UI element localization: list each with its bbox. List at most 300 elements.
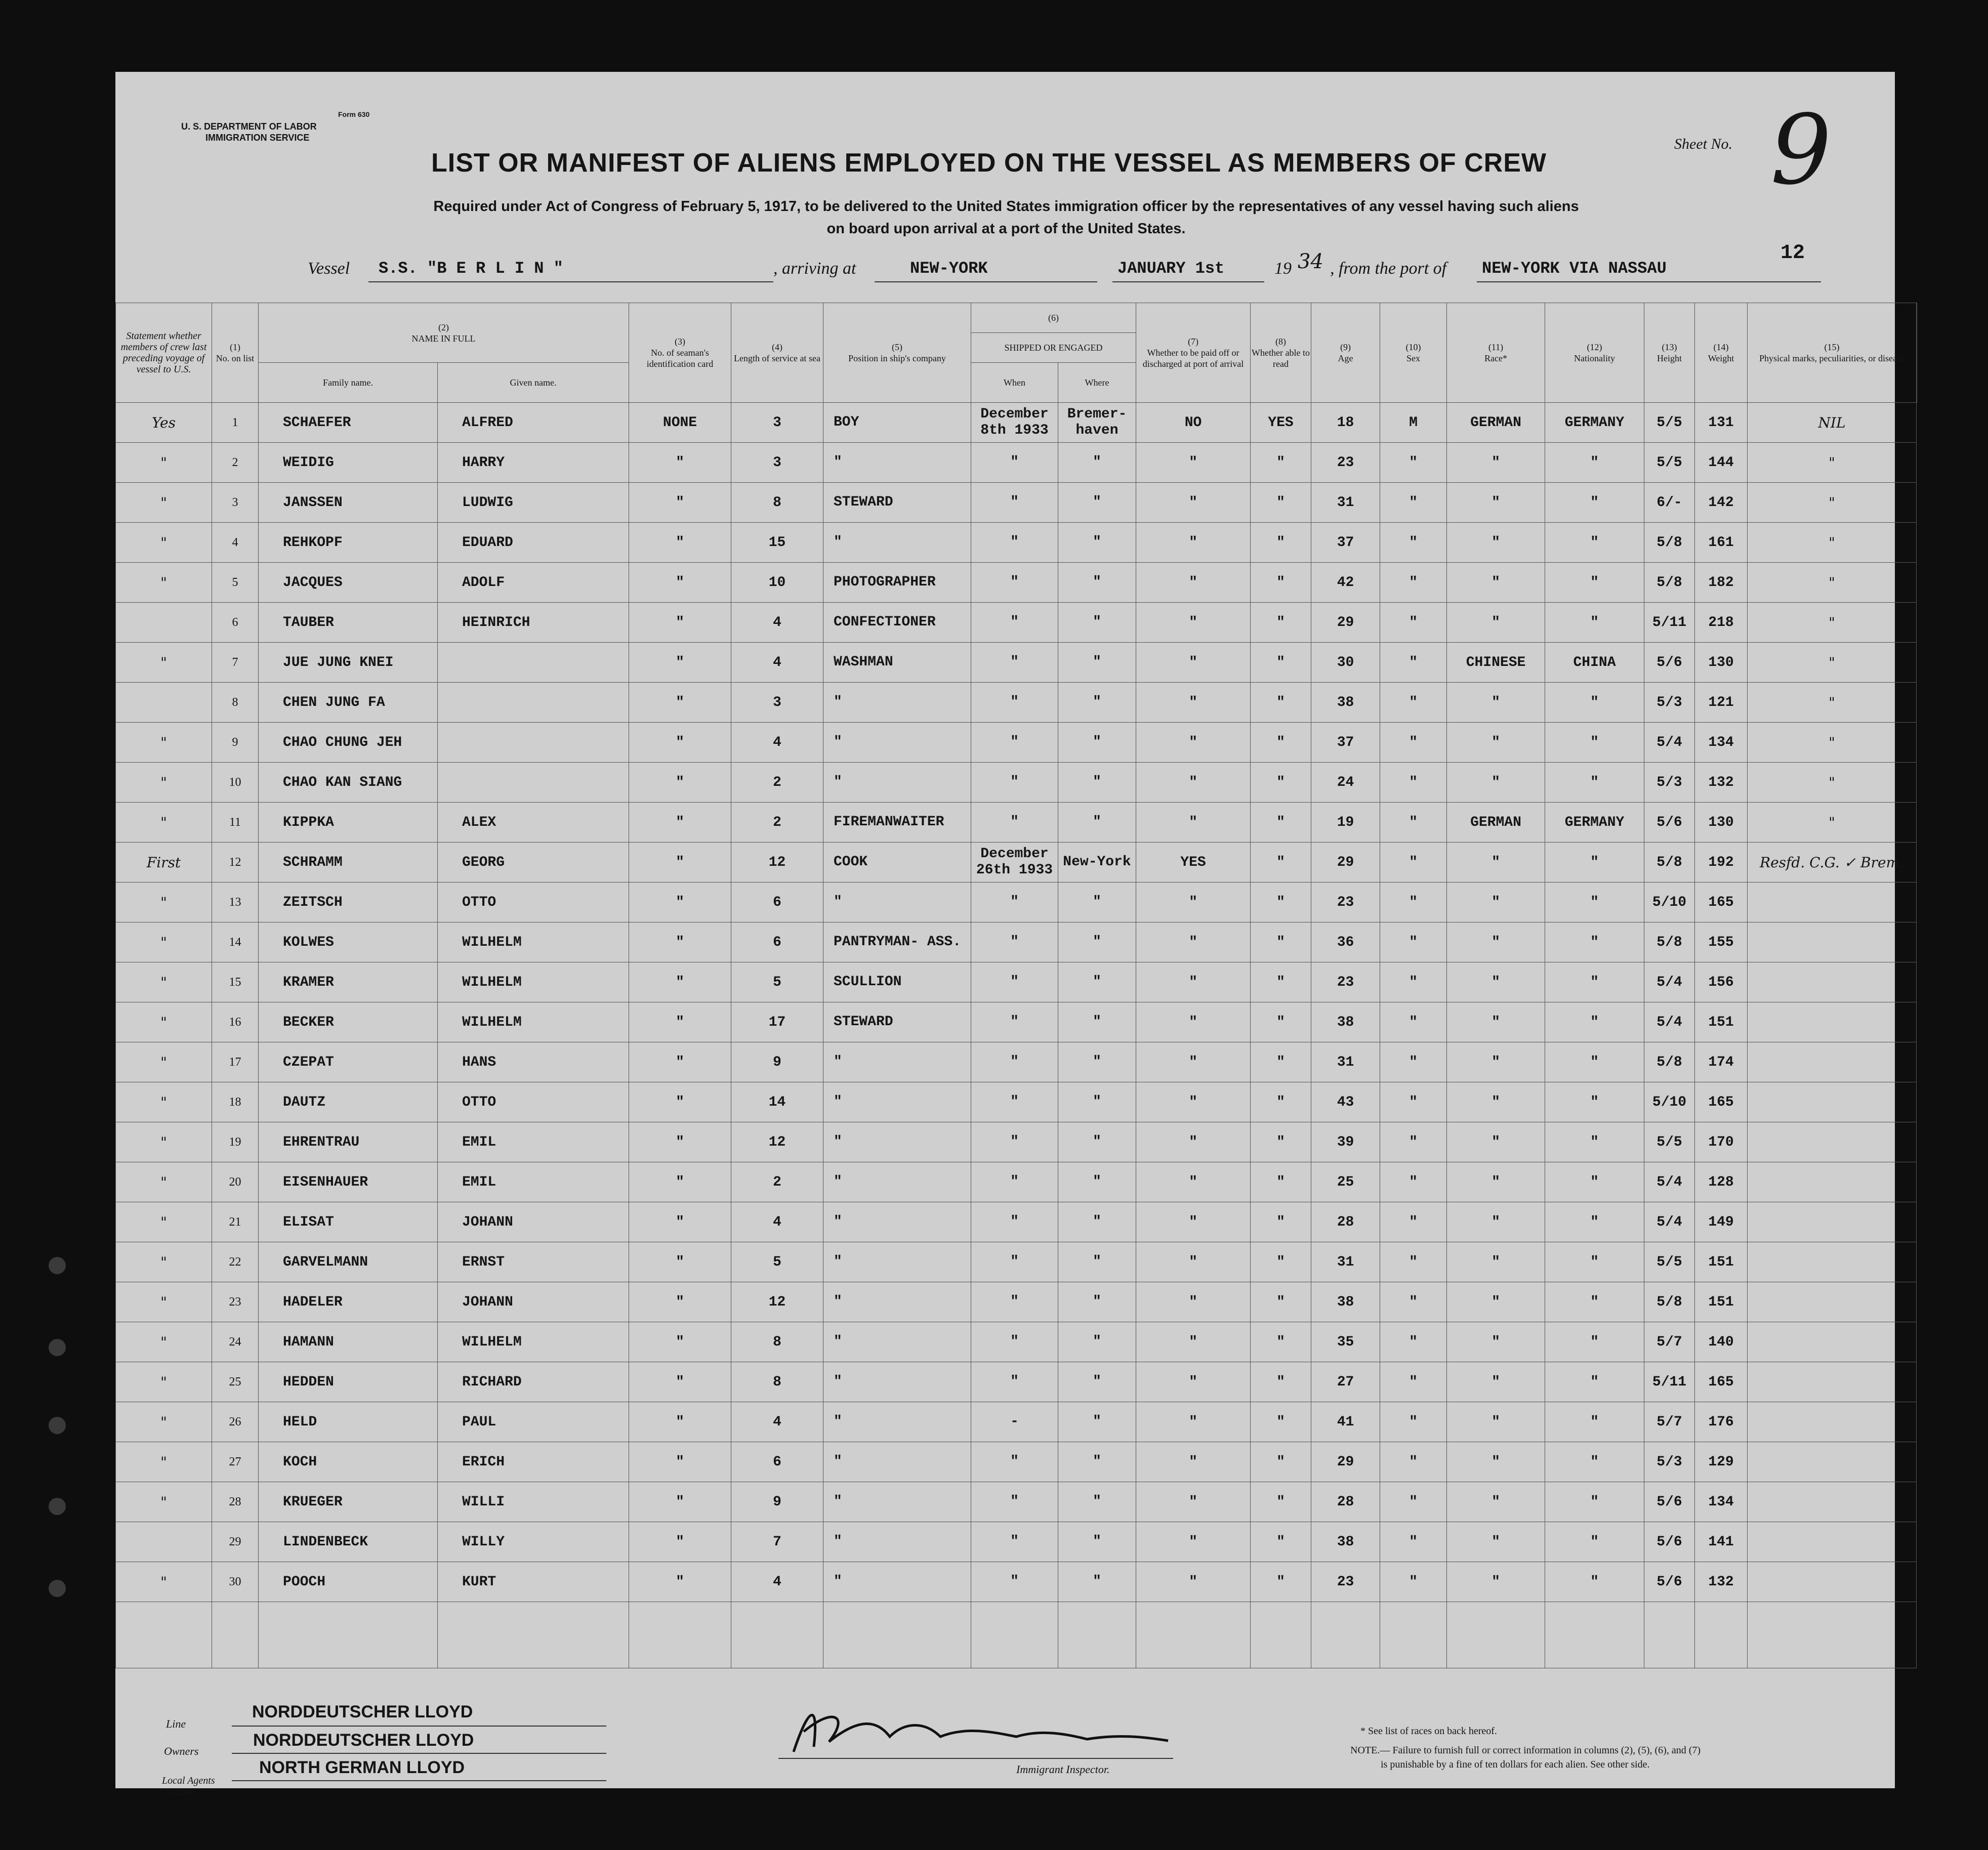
table-row bbox=[116, 1082, 1917, 1122]
binder-hole bbox=[49, 1257, 66, 1274]
header-paid-off: (7) Whether to be paid off or discharged at port of arrival bbox=[1136, 303, 1251, 403]
cell-sex: " bbox=[1380, 683, 1447, 723]
cell-no: 13 bbox=[212, 882, 259, 922]
cell-marks bbox=[1748, 1042, 1917, 1082]
penalty-note-2: is punishable by a fine of ten dollars for each alien. See other side. bbox=[1381, 1759, 1650, 1770]
cell-marks bbox=[1748, 1202, 1917, 1242]
cell-family: HADELER bbox=[259, 1282, 438, 1322]
cell-race: " bbox=[1447, 763, 1545, 803]
cell-service: 5 bbox=[731, 1242, 823, 1282]
cell-sex: " bbox=[1380, 1202, 1447, 1242]
vessel-underline bbox=[368, 281, 773, 282]
cell-age: 39 bbox=[1311, 1122, 1380, 1162]
cell-given bbox=[438, 723, 629, 763]
cell-where: " bbox=[1058, 683, 1136, 723]
cell-no: 11 bbox=[212, 803, 259, 843]
cell-given: EMIL bbox=[438, 1162, 629, 1202]
cell-read: " bbox=[1251, 683, 1311, 723]
cell-height: 5/10 bbox=[1644, 1082, 1695, 1122]
cell-height: 5/4 bbox=[1644, 1002, 1695, 1042]
cell-service: 5 bbox=[731, 962, 823, 1002]
cell-height: 5/8 bbox=[1644, 523, 1695, 563]
cell-age: 38 bbox=[1311, 683, 1380, 723]
cell-age: 35 bbox=[1311, 1322, 1380, 1362]
cell-when: " bbox=[971, 962, 1058, 1002]
cell-paid: " bbox=[1136, 1282, 1251, 1322]
cell-race: " bbox=[1447, 1242, 1545, 1282]
sheet-number: 9 bbox=[1770, 94, 1832, 206]
cell-sex: " bbox=[1380, 523, 1447, 563]
cell-weight: 174 bbox=[1695, 1042, 1748, 1082]
cell-given bbox=[438, 683, 629, 723]
cell-service: 14 bbox=[731, 1082, 823, 1122]
cell-age: 23 bbox=[1311, 1562, 1380, 1602]
cell-nationality: " bbox=[1545, 922, 1644, 962]
cell-weight: 151 bbox=[1695, 1282, 1748, 1322]
cell-card: " bbox=[629, 1082, 731, 1122]
cell-marks bbox=[1748, 1362, 1917, 1402]
cell-weight: 130 bbox=[1695, 803, 1748, 843]
cell-where bbox=[1058, 1602, 1136, 1668]
year-prefix: 19 bbox=[1274, 259, 1292, 278]
cell-service: 6 bbox=[731, 882, 823, 922]
table-row bbox=[116, 1002, 1917, 1042]
cell-sex: " bbox=[1380, 882, 1447, 922]
cell-family: HAMANN bbox=[259, 1322, 438, 1362]
cell-when: " bbox=[971, 603, 1058, 643]
cell-given: PAUL bbox=[438, 1402, 629, 1442]
cell-service: 12 bbox=[731, 1282, 823, 1322]
cell-no: 23 bbox=[212, 1282, 259, 1322]
cell-paid: YES bbox=[1136, 843, 1251, 882]
cell-position: " bbox=[823, 1402, 971, 1442]
cell-sex: " bbox=[1380, 1562, 1447, 1602]
cell-sex: " bbox=[1380, 723, 1447, 763]
table-row bbox=[116, 1402, 1917, 1442]
cell-service: 4 bbox=[731, 723, 823, 763]
table-row bbox=[116, 1562, 1917, 1602]
cell-nationality: " bbox=[1545, 1082, 1644, 1122]
cell-when: " bbox=[971, 1082, 1058, 1122]
cell-height: 5/3 bbox=[1644, 683, 1695, 723]
cell-when: " bbox=[971, 1482, 1058, 1522]
cell-given: JOHANN bbox=[438, 1282, 629, 1322]
cell-where: " bbox=[1058, 763, 1136, 803]
cell-age: 31 bbox=[1311, 1242, 1380, 1282]
cell-position bbox=[823, 1602, 971, 1668]
cell-family: ZEITSCH bbox=[259, 882, 438, 922]
cell-where: " bbox=[1058, 643, 1136, 683]
cell-weight: 151 bbox=[1695, 1242, 1748, 1282]
cell-no bbox=[212, 1602, 259, 1668]
cell-no: 7 bbox=[212, 643, 259, 683]
cell-card: " bbox=[629, 643, 731, 683]
header-length-service: (4) Length of service at sea bbox=[731, 303, 823, 403]
inspector-label: Immigrant Inspector. bbox=[1016, 1763, 1110, 1776]
agents-label: Local Agents bbox=[162, 1775, 215, 1786]
cell-sex: " bbox=[1380, 1162, 1447, 1202]
cell-no: 12 bbox=[212, 843, 259, 882]
cell-prev: " bbox=[116, 483, 212, 523]
cell-where: " bbox=[1058, 962, 1136, 1002]
cell-marks bbox=[1748, 1482, 1917, 1522]
arriving-label: , arriving at bbox=[773, 259, 856, 278]
cell-weight: 129 bbox=[1695, 1442, 1748, 1482]
cell-read: " bbox=[1251, 962, 1311, 1002]
cell-nationality: " bbox=[1545, 1362, 1644, 1402]
from-underline bbox=[1477, 281, 1821, 282]
binder-hole bbox=[49, 1417, 66, 1434]
cell-read: " bbox=[1251, 1482, 1311, 1522]
cell-position: " bbox=[823, 1162, 971, 1202]
cell-when: " bbox=[971, 882, 1058, 922]
cell-position: COOK bbox=[823, 843, 971, 882]
owners-underline bbox=[232, 1753, 606, 1754]
cell-prev: " bbox=[116, 1202, 212, 1242]
cell-nationality: " bbox=[1545, 1402, 1644, 1442]
cell-position: PANTRYMAN- ASS. bbox=[823, 922, 971, 962]
cell-card: " bbox=[629, 1242, 731, 1282]
cell-age: 37 bbox=[1311, 723, 1380, 763]
cell-position: " bbox=[823, 1042, 971, 1082]
header-where: Where bbox=[1058, 363, 1136, 403]
cell-prev: " bbox=[116, 1162, 212, 1202]
cell-when: December 8th 1933 bbox=[971, 403, 1058, 443]
cell-read: " bbox=[1251, 1122, 1311, 1162]
cell-when: " bbox=[971, 1002, 1058, 1042]
from-label: , from the port of bbox=[1330, 259, 1447, 278]
cell-position: " bbox=[823, 1522, 971, 1562]
header-position: (5) Position in ship's company bbox=[823, 303, 971, 403]
cell-card: " bbox=[629, 803, 731, 843]
cell-age: 29 bbox=[1311, 603, 1380, 643]
cell-family: CZEPAT bbox=[259, 1042, 438, 1082]
header-given-name: Given name. bbox=[438, 363, 629, 403]
cell-given bbox=[438, 763, 629, 803]
cell-age: 37 bbox=[1311, 523, 1380, 563]
cell-when: " bbox=[971, 1122, 1058, 1162]
cell-when: " bbox=[971, 1442, 1058, 1482]
sheet-sub-number: 12 bbox=[1780, 242, 1805, 265]
cell-sex: " bbox=[1380, 763, 1447, 803]
cell-when: " bbox=[971, 683, 1058, 723]
cell-where: " bbox=[1058, 1202, 1136, 1242]
cell-paid: " bbox=[1136, 763, 1251, 803]
cell-service: 6 bbox=[731, 922, 823, 962]
cell-service: 3 bbox=[731, 403, 823, 443]
cell-where: " bbox=[1058, 1522, 1136, 1562]
cell-given: WILHELM bbox=[438, 922, 629, 962]
table-row bbox=[116, 683, 1917, 723]
cell-height: 5/4 bbox=[1644, 1162, 1695, 1202]
cell-sex: " bbox=[1380, 1242, 1447, 1282]
cell-no: 8 bbox=[212, 683, 259, 723]
cell-nationality: " bbox=[1545, 723, 1644, 763]
cell-given: JOHANN bbox=[438, 1202, 629, 1242]
cell-service: 17 bbox=[731, 1002, 823, 1042]
table-row bbox=[116, 1522, 1917, 1562]
cell-paid: " bbox=[1136, 1522, 1251, 1562]
cell-height bbox=[1644, 1602, 1695, 1668]
cell-height: 5/6 bbox=[1644, 1482, 1695, 1522]
cell-race: " bbox=[1447, 443, 1545, 483]
cell-card: " bbox=[629, 1322, 731, 1362]
cell-marks bbox=[1748, 1402, 1917, 1442]
cell-weight: 144 bbox=[1695, 443, 1748, 483]
cell-race: " bbox=[1447, 1282, 1545, 1322]
table-row bbox=[116, 1362, 1917, 1402]
cell-position: " bbox=[823, 1282, 971, 1322]
cell-paid: " bbox=[1136, 1122, 1251, 1162]
cell-read bbox=[1251, 1602, 1311, 1668]
cell-age: 38 bbox=[1311, 1522, 1380, 1562]
cell-card bbox=[629, 1602, 731, 1668]
table-row bbox=[116, 803, 1917, 843]
cell-family: HEDDEN bbox=[259, 1362, 438, 1402]
cell-age: 28 bbox=[1311, 1482, 1380, 1522]
cell-prev: " bbox=[116, 723, 212, 763]
cell-prev: " bbox=[116, 882, 212, 922]
cell-prev: " bbox=[116, 1002, 212, 1042]
cell-when: " bbox=[971, 523, 1058, 563]
header-physical-marks: (15) Physical marks, peculiarities, or disease bbox=[1748, 303, 1917, 403]
table-row bbox=[116, 763, 1917, 803]
cell-when: " bbox=[971, 1562, 1058, 1602]
cell-family: CHEN JUNG FA bbox=[259, 683, 438, 723]
table-row bbox=[116, 1282, 1917, 1322]
cell-given: WILHELM bbox=[438, 1002, 629, 1042]
cell-when: " bbox=[971, 803, 1058, 843]
from-value: NEW-YORK VIA NASSAU bbox=[1482, 259, 1667, 278]
cell-nationality: " bbox=[1545, 1122, 1644, 1162]
table-row bbox=[116, 603, 1917, 643]
cell-read: " bbox=[1251, 523, 1311, 563]
cell-read: " bbox=[1251, 1442, 1311, 1482]
cell-read: " bbox=[1251, 1002, 1311, 1042]
cell-no: 26 bbox=[212, 1402, 259, 1442]
cell-race: " bbox=[1447, 1082, 1545, 1122]
cell-nationality: CHINA bbox=[1545, 643, 1644, 683]
cell-race: " bbox=[1447, 922, 1545, 962]
cell-marks: " bbox=[1748, 603, 1917, 643]
cell-card: " bbox=[629, 1522, 731, 1562]
cell-service: 4 bbox=[731, 1402, 823, 1442]
cell-marks bbox=[1748, 1602, 1917, 1668]
cell-card: " bbox=[629, 1362, 731, 1402]
cell-read: " bbox=[1251, 1082, 1311, 1122]
cell-race: " bbox=[1447, 1162, 1545, 1202]
table-row bbox=[116, 843, 1917, 882]
cell-paid: " bbox=[1136, 1362, 1251, 1402]
form-number: Form 630 bbox=[338, 110, 370, 118]
cell-paid: " bbox=[1136, 1202, 1251, 1242]
arriving-value: NEW-YORK bbox=[910, 259, 988, 278]
cell-service: 3 bbox=[731, 683, 823, 723]
cell-card: " bbox=[629, 523, 731, 563]
cell-nationality: " bbox=[1545, 1002, 1644, 1042]
cell-read: " bbox=[1251, 603, 1311, 643]
cell-marks: " bbox=[1748, 523, 1917, 563]
cell-height: 5/8 bbox=[1644, 922, 1695, 962]
owners-label: Owners bbox=[164, 1745, 199, 1757]
cell-height: 5/5 bbox=[1644, 403, 1695, 443]
cell-marks bbox=[1748, 962, 1917, 1002]
cell-given: ERNST bbox=[438, 1242, 629, 1282]
cell-read: " bbox=[1251, 1042, 1311, 1082]
page-title: LIST OR MANIFEST OF ALIENS EMPLOYED ON THE VESSEL AS MEMBERS OF CREW bbox=[431, 148, 1547, 178]
inspector-signature bbox=[773, 1686, 1188, 1772]
cell-position: " bbox=[823, 1482, 971, 1522]
vessel-label: Vessel bbox=[308, 259, 350, 278]
table-row bbox=[116, 483, 1917, 523]
cell-nationality: " bbox=[1545, 603, 1644, 643]
cell-height: 5/8 bbox=[1644, 1042, 1695, 1082]
cell-nationality: " bbox=[1545, 962, 1644, 1002]
cell-read: " bbox=[1251, 483, 1311, 523]
cell-nationality: " bbox=[1545, 1162, 1644, 1202]
cell-race: GERMAN bbox=[1447, 803, 1545, 843]
cell-service: 15 bbox=[731, 523, 823, 563]
cell-race: " bbox=[1447, 1402, 1545, 1442]
cell-paid: NO bbox=[1136, 403, 1251, 443]
cell-weight: 165 bbox=[1695, 1082, 1748, 1122]
table-row bbox=[116, 1202, 1917, 1242]
cell-marks bbox=[1748, 882, 1917, 922]
cell-marks bbox=[1748, 1562, 1917, 1602]
cell-family: DAUTZ bbox=[259, 1082, 438, 1122]
cell-family: CHAO KAN SIANG bbox=[259, 763, 438, 803]
cell-paid: " bbox=[1136, 643, 1251, 683]
cell-race: " bbox=[1447, 523, 1545, 563]
cell-sex: " bbox=[1380, 1042, 1447, 1082]
date-underline bbox=[1112, 281, 1264, 282]
cell-read: " bbox=[1251, 1562, 1311, 1602]
header-prev-voyage: Statement whether members of crew last preceding voyage of vessel to U.S. bbox=[116, 303, 212, 403]
cell-where: " bbox=[1058, 1562, 1136, 1602]
cell-height: 5/6 bbox=[1644, 803, 1695, 843]
cell-when: " bbox=[971, 1362, 1058, 1402]
cell-marks: Resfd. C.G. ✓ Brem. bbox=[1748, 843, 1917, 882]
cell-prev bbox=[116, 683, 212, 723]
cell-nationality: " bbox=[1545, 843, 1644, 882]
cell-paid: " bbox=[1136, 1242, 1251, 1282]
cell-marks: " bbox=[1748, 563, 1917, 603]
cell-race: " bbox=[1447, 1362, 1545, 1402]
cell-service: 4 bbox=[731, 1202, 823, 1242]
cell-age: 29 bbox=[1311, 1442, 1380, 1482]
cell-paid: " bbox=[1136, 1042, 1251, 1082]
cell-height: 5/7 bbox=[1644, 1402, 1695, 1442]
cell-sex: " bbox=[1380, 962, 1447, 1002]
cell-weight: 218 bbox=[1695, 603, 1748, 643]
cell-sex: " bbox=[1380, 643, 1447, 683]
cell-card: " bbox=[629, 1402, 731, 1442]
cell-no: 17 bbox=[212, 1042, 259, 1082]
cell-family: BECKER bbox=[259, 1002, 438, 1042]
line-label: Line bbox=[166, 1717, 186, 1730]
cell-where: " bbox=[1058, 1042, 1136, 1082]
cell-no: 27 bbox=[212, 1442, 259, 1482]
cell-sex: " bbox=[1380, 443, 1447, 483]
cell-card: " bbox=[629, 723, 731, 763]
cell-position: " bbox=[823, 1122, 971, 1162]
cell-nationality: " bbox=[1545, 1522, 1644, 1562]
cell-family: JANSSEN bbox=[259, 483, 438, 523]
cell-position: " bbox=[823, 1362, 971, 1402]
cell-when: " bbox=[971, 1322, 1058, 1362]
cell-family: GARVELMANN bbox=[259, 1242, 438, 1282]
header-able-read: (8) Whether able to read bbox=[1251, 303, 1311, 403]
cell-when: - bbox=[971, 1402, 1058, 1442]
cell-age: 36 bbox=[1311, 922, 1380, 962]
cell-age: 43 bbox=[1311, 1082, 1380, 1122]
cell-nationality: " bbox=[1545, 1482, 1644, 1522]
cell-height: 5/7 bbox=[1644, 1322, 1695, 1362]
agents-underline bbox=[232, 1780, 606, 1781]
races-note: * See list of races on back hereof. bbox=[1360, 1726, 1497, 1737]
cell-given: HEINRICH bbox=[438, 603, 629, 643]
subtitle-line-1: Required under Act of Congress of February 5, 1917, to be delivered to the United States immigration officer by the representatives of any vessel having such aliens bbox=[433, 198, 1579, 215]
cell-where: " bbox=[1058, 1122, 1136, 1162]
cell-race: " bbox=[1447, 1002, 1545, 1042]
cell-position: " bbox=[823, 1562, 971, 1602]
cell-age: 38 bbox=[1311, 1002, 1380, 1042]
table-row bbox=[116, 1162, 1917, 1202]
cell-family: JUE JUNG KNEI bbox=[259, 643, 438, 683]
cell-card: " bbox=[629, 843, 731, 882]
cell-when: " bbox=[971, 563, 1058, 603]
table-row bbox=[116, 1442, 1917, 1482]
cell-service: 8 bbox=[731, 1322, 823, 1362]
cell-race: " bbox=[1447, 563, 1545, 603]
cell-no: 30 bbox=[212, 1562, 259, 1602]
header-family-name: Family name. bbox=[259, 363, 438, 403]
owners-value: NORDDEUTSCHER LLOYD bbox=[253, 1731, 474, 1750]
cell-no: 5 bbox=[212, 563, 259, 603]
cell-weight bbox=[1695, 1602, 1748, 1668]
cell-marks bbox=[1748, 1322, 1917, 1362]
cell-given bbox=[438, 643, 629, 683]
cell-weight: 165 bbox=[1695, 1362, 1748, 1402]
cell-paid: " bbox=[1136, 1082, 1251, 1122]
cell-position: CONFECTIONER bbox=[823, 603, 971, 643]
cell-position: " bbox=[823, 523, 971, 563]
cell-service: 12 bbox=[731, 843, 823, 882]
cell-marks bbox=[1748, 1122, 1917, 1162]
cell-paid: " bbox=[1136, 523, 1251, 563]
cell-card: NONE bbox=[629, 403, 731, 443]
cell-age: 25 bbox=[1311, 1162, 1380, 1202]
cell-sex bbox=[1380, 1602, 1447, 1668]
cell-age: 29 bbox=[1311, 843, 1380, 882]
cell-card: " bbox=[629, 603, 731, 643]
penalty-note-1: NOTE.— Failure to furnish full or correct information in columns (2), (5), (6), and (7) bbox=[1350, 1745, 1701, 1756]
cell-position: FIREMANWAITER bbox=[823, 803, 971, 843]
binder-hole bbox=[49, 1498, 66, 1515]
cell-race: " bbox=[1447, 1442, 1545, 1482]
cell-nationality: " bbox=[1545, 763, 1644, 803]
cell-paid: " bbox=[1136, 1322, 1251, 1362]
cell-height: 5/8 bbox=[1644, 563, 1695, 603]
cell-race: " bbox=[1447, 962, 1545, 1002]
cell-paid: " bbox=[1136, 1002, 1251, 1042]
cell-given: OTTO bbox=[438, 882, 629, 922]
cell-paid: " bbox=[1136, 882, 1251, 922]
cell-marks bbox=[1748, 1162, 1917, 1202]
cell-prev: " bbox=[116, 443, 212, 483]
cell-weight: 128 bbox=[1695, 1162, 1748, 1202]
cell-marks bbox=[1748, 1442, 1917, 1482]
